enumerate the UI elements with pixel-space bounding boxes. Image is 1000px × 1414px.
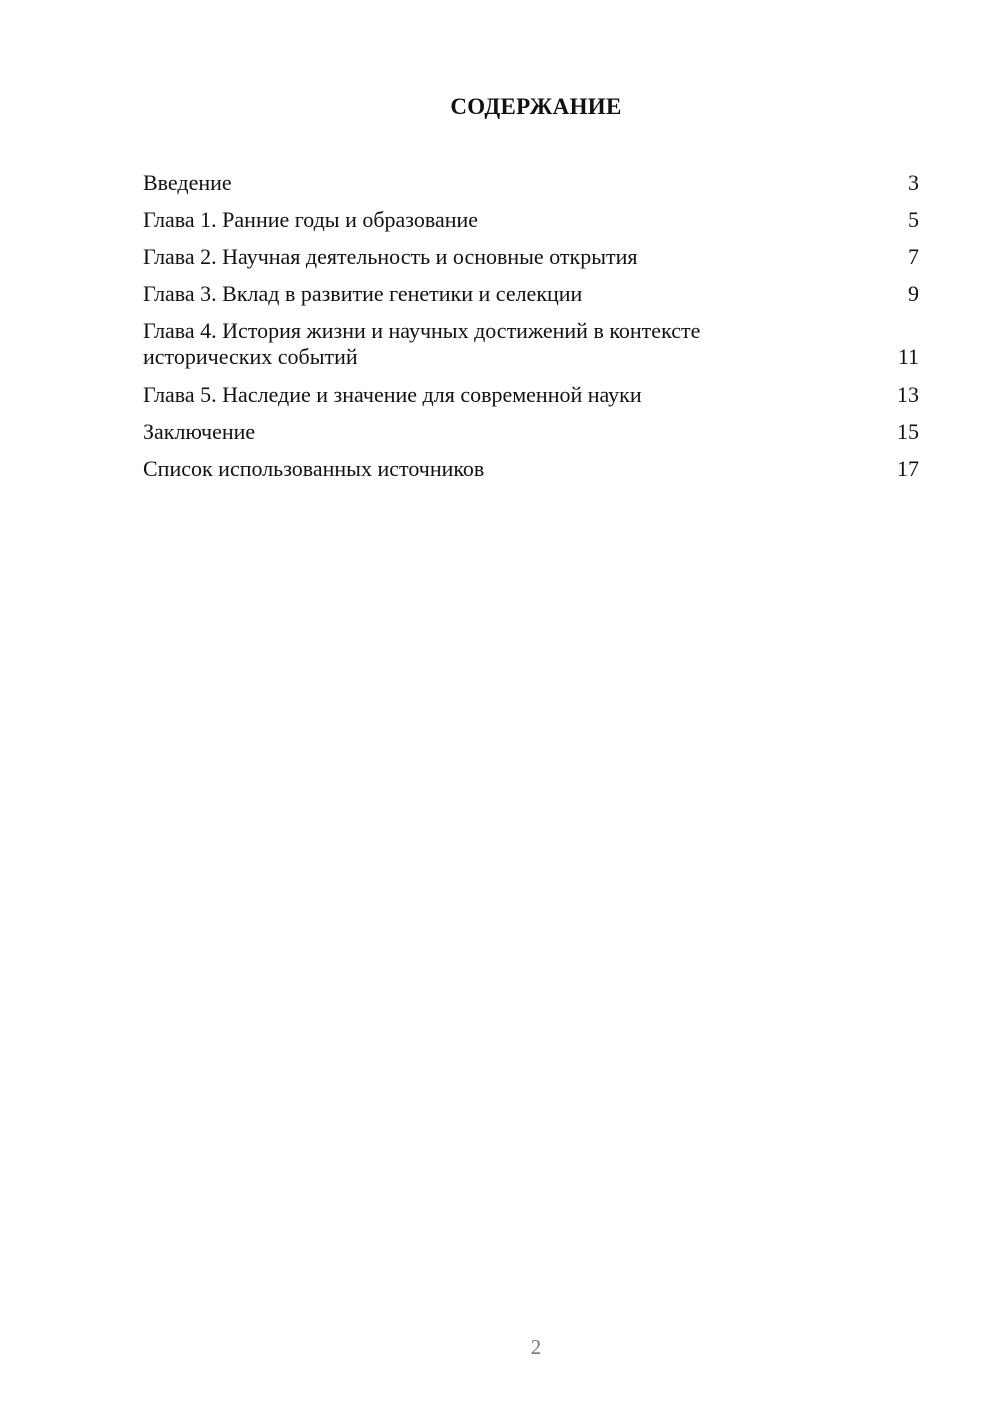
toc-entry-page: 11 [897, 344, 919, 369]
toc-entry-text: Глава 3. Вклад в развитие генетики и селекции [143, 281, 583, 306]
page-number: 2 [530, 1335, 542, 1359]
toc-entry[interactable] [143, 207, 919, 233]
toc-entry-text: Список использованных источников [143, 456, 485, 481]
toc-entry[interactable] [143, 419, 919, 445]
table-of-contents [143, 170, 919, 493]
toc-entry-page: 13 [897, 382, 919, 407]
toc-entry-page: 3 [908, 170, 919, 195]
toc-entry-page: 17 [897, 456, 919, 481]
toc-entry[interactable] [143, 170, 919, 196]
toc-entry[interactable] [143, 456, 919, 482]
toc-entry-text: Глава 1. Ранние годы и образование [143, 207, 479, 232]
toc-entry-text: Введение [143, 170, 232, 195]
toc-title: СОДЕРЖАНИЕ [450, 94, 622, 119]
toc-entry-text: Заключение [143, 419, 256, 444]
toc-entry[interactable] [143, 382, 919, 408]
toc-entry-page: 9 [908, 281, 919, 306]
toc-entry-text: Глава 4. История жизни и научных достижений в контексте исторических событий [143, 318, 701, 369]
toc-entry-page: 5 [908, 207, 919, 232]
toc-entry-text: Глава 5. Наследие и значение для современной науки [143, 382, 642, 407]
toc-entry-page: 7 [908, 244, 919, 269]
toc-entry-text: Глава 2. Научная деятельность и основные открытия [143, 244, 638, 269]
toc-entry[interactable] [143, 281, 919, 307]
toc-entry-page: 15 [897, 419, 919, 444]
toc-entry[interactable] [143, 318, 919, 370]
toc-entry[interactable] [143, 244, 919, 270]
